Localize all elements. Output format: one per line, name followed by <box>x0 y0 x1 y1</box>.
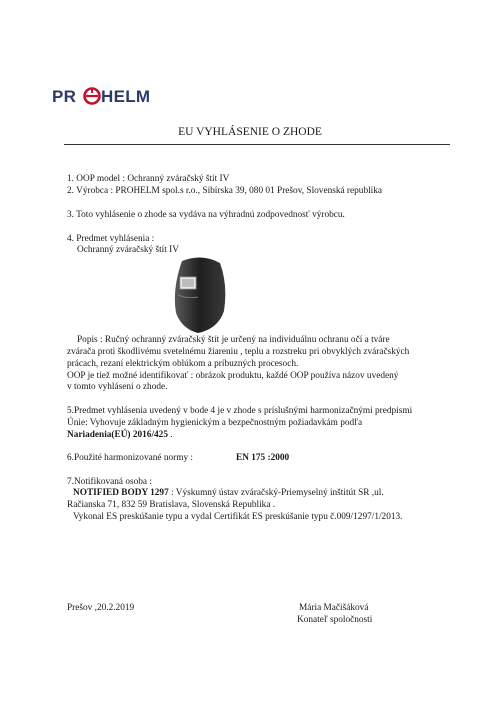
notified-body-line <box>73 487 384 499</box>
notified-body-institute: : Výskumný ústav zváračský-Priemyselný inštitút SR ,ul. <box>168 488 384 498</box>
harmonized-line-2: Únie: Vyhovuje základným hygienickým a bezpečnostným požiadavkám podľa <box>67 418 363 428</box>
place-date: Prešov ,20.2.2019 <box>67 603 135 613</box>
notified-heading: 7.Notifikovaná osoba : <box>67 477 152 487</box>
logo-text-right: HELM <box>101 87 151 106</box>
responsibility-line: 3. Toto vyhlásenie o zhode sa vydáva na výhradnú zodpovednosť výrobcu. <box>67 210 345 220</box>
regulation-suffix: . <box>167 430 173 440</box>
oop-model-line: 1. OOP model : Ochranný zváračský štít IV <box>67 174 230 184</box>
description-line-3: prácach, rezaní elektrickým oblúkom a príbuzných procesoch. <box>67 359 299 369</box>
manufacturer-line: 2. Výrobca : PROHELM spol.s r.o., Sibírska 39, 080 01 Prešov, Slovenská republika <box>67 186 383 196</box>
signatory-role: Konateľ spoločnosti <box>297 615 373 625</box>
page-title: EU VYHLÁSENIE O ZHODE <box>178 126 322 138</box>
prohelm-logo <box>52 84 192 106</box>
regulation-reference: Nariadenia(EÚ) 2016/425 <box>67 430 168 440</box>
norms-value: EN 175 :2000 <box>236 453 290 463</box>
description-line-2: zvárača proti škodlivému svetelnému žiareniu , teplu a rozstreku pri obvyklých zváračských <box>67 347 410 357</box>
subject-value: Ochranný zváračský štít IV <box>77 245 179 255</box>
signatory-name: Mária Mačišáková <box>299 603 369 613</box>
harmonized-line-1: 5.Predmet vyhlásenia uvedený v bode 4 je v zhode s príslušnými harmonizačnými predpismi <box>67 406 413 416</box>
description-line-4: OOP je tiež možné identifikovať : obrázok produktu, každé OOP používa názov uvedený <box>67 371 399 381</box>
norms-label: 6.Použité harmonizované normy : <box>67 453 193 463</box>
notified-body-number: NOTIFIED BODY 1297 <box>73 488 169 498</box>
logo-graphic <box>52 84 192 108</box>
notified-address: Račianska 71, 832 59 Bratislava, Slovenská Republika . <box>67 500 276 510</box>
certificate-line: Vykonal ES preskúšanie typu a vydal Certifikát ES preskúšanie typu č.009/1297/1/2013. <box>73 512 403 522</box>
title-divider <box>64 144 450 145</box>
description-line-5: v tomto vyhlásení o zhode. <box>67 382 168 392</box>
logo-helmet-icon <box>85 89 100 104</box>
subject-heading: 4. Predmet vyhlásenia : <box>67 234 155 244</box>
logo-text-left: PR <box>52 87 77 106</box>
welding-mask-image <box>168 255 230 335</box>
regulation-line <box>67 429 173 441</box>
description-line-1: Popis : Ručný ochranný zváračský štít je určený na individuálnu ochranu očí a tváre <box>77 335 390 345</box>
